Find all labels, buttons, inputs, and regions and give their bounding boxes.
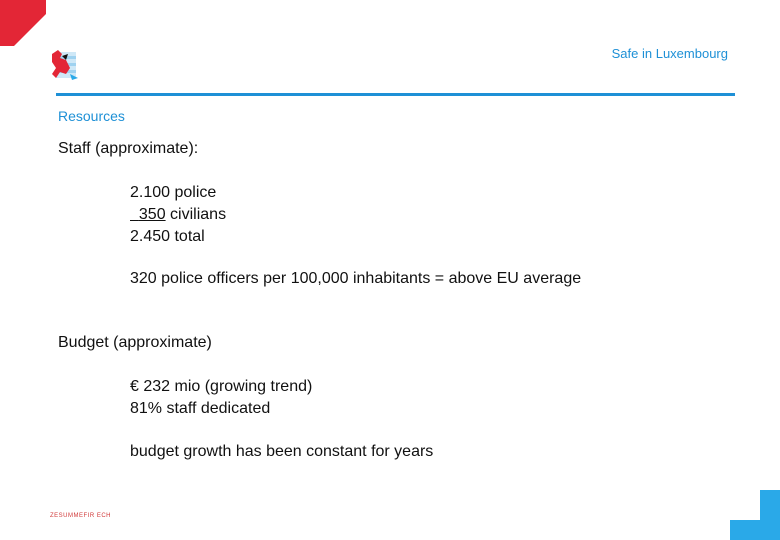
staff-civilians: 350 civilians	[130, 204, 226, 226]
staff-police: 2.100 police	[130, 184, 217, 201]
footer-text: ZESUMMEFIR ECH	[50, 513, 111, 519]
staff-total: 2.450 total	[130, 228, 205, 245]
corner-blue-shape	[730, 490, 780, 540]
red-lion-icon	[48, 48, 80, 82]
budget-list	[130, 376, 312, 420]
header-divider	[56, 93, 735, 96]
corner-red-shape	[0, 0, 46, 46]
budget-staff-share: 81% staff dedicated	[130, 400, 271, 417]
staff-ratio: 320 police officers per 100,000 inhabitants = above EU average	[130, 270, 582, 287]
tagline: Safe in Luxembourg	[611, 46, 728, 61]
section-title: Resources	[58, 108, 125, 124]
staff-list	[130, 182, 226, 248]
budget-amount: € 232 mio (growing trend)	[130, 378, 313, 395]
staff-heading: Staff (approximate):	[58, 140, 199, 157]
budget-note: budget growth has been constant for years	[130, 443, 434, 460]
budget-heading: Budget (approximate)	[58, 334, 212, 351]
staff-civilians-count: 350	[138, 206, 166, 223]
